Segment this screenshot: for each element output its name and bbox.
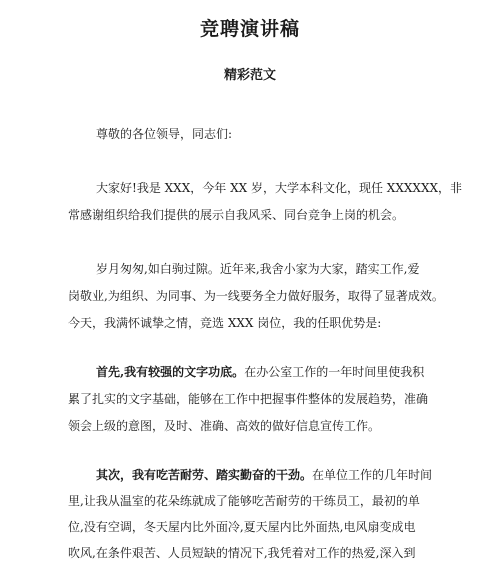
document-title: 竞聘演讲稿 (199, 18, 300, 40)
paragraph-3-line-2: 累了扎实的文字基础，能够在工作中把握事件整体的发展趋势，准确 (68, 392, 429, 406)
salutation: 尊敬的各位领导，同志们: (96, 127, 233, 141)
paragraph-4-line-1 (96, 468, 432, 482)
paragraph-4-line-2: 里,让我从温室的花朵练就成了能够吃苦耐劳的干练员工，最初的单 (68, 494, 420, 508)
paragraph-4-line-4: 吹风,在条件艰苦、人员短缺的情况下,我凭着对工作的热爱,深入到 (68, 546, 416, 560)
paragraph-1-line-1: 大家好!我是 XXX，今年 XX 岁，大学本科文化，现任 XXXXXX，非 (96, 181, 463, 195)
document-subtitle: 精彩范文 (223, 68, 276, 83)
paragraph-3-line-3: 领会上级的意图，及时、准确、高效的做好信息宣传工作。 (68, 419, 381, 433)
paragraph-1-line-2: 常感谢组织给我们提供的展示自我风采、同台竞争上岗的机会。 (68, 208, 405, 222)
paragraph-4-line-1-text: 在单位工作的几年时间 (312, 468, 433, 482)
paragraph-2-line-1: 岁月匆匆,如白驹过隙。近年来,我舍小家为大家，踏实工作,爱 (96, 262, 420, 276)
paragraph-2-line-2: 岗敬业,为组织、为同事、为一线要务全力做好服务，取得了显著成效。 (68, 289, 444, 303)
paragraph-3-lead: 首先,我有较强的文字功底。 (96, 365, 245, 379)
paragraph-4-lead: 其次，我有吃苦耐劳、踏实勤奋的干劲。 (96, 468, 313, 482)
paragraph-3-line-1-text: 在办公室工作的一年时间里使我积 (244, 365, 425, 379)
paragraph-2-line-3: 今天，我满怀诚挚之情，竞选 XXX 岗位，我的任职优势是: (68, 316, 382, 330)
paragraph-3-line-1 (96, 365, 424, 379)
paragraph-4-line-3: 位,没有空调，冬天屋内比外面冷,夏天屋内比外面热,电风扇变成电 (68, 520, 416, 534)
